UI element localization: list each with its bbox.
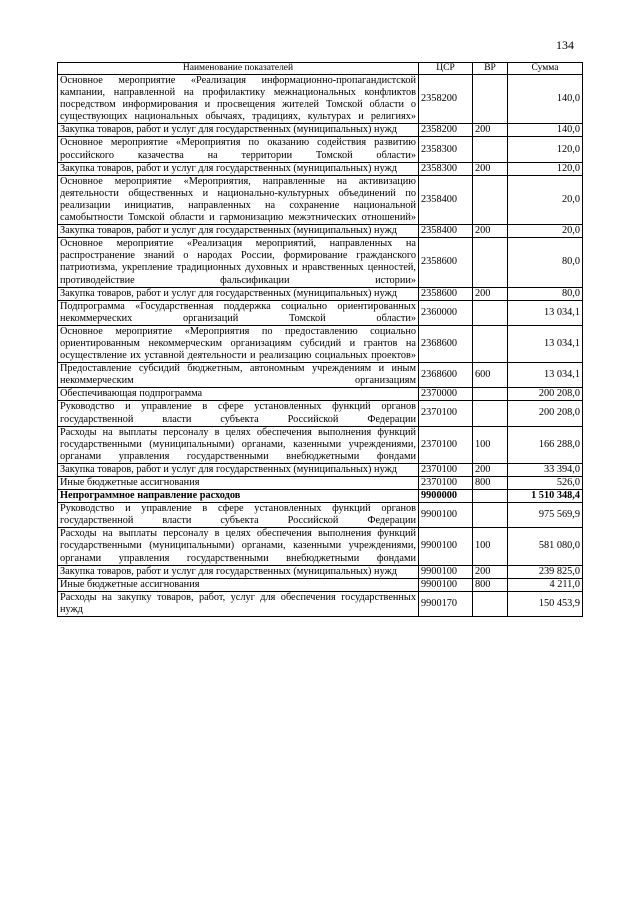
budget-table xyxy=(57,62,583,617)
table-row xyxy=(58,325,583,362)
row-sum-cell: 80,0 xyxy=(508,238,583,287)
row-vr-cell xyxy=(473,137,508,162)
row-csr-cell: 2370100 xyxy=(419,463,473,476)
row-vr-cell: 100 xyxy=(473,426,508,463)
row-csr-cell: 2358400 xyxy=(419,175,473,224)
table-row xyxy=(58,477,583,490)
row-vr-cell: 200 xyxy=(473,124,508,137)
table-header-row xyxy=(58,63,583,75)
row-sum-cell: 200 208,0 xyxy=(508,401,583,426)
table-row xyxy=(58,300,583,325)
table-row xyxy=(58,75,583,124)
table-row xyxy=(58,287,583,300)
table-row xyxy=(58,591,583,616)
column-header-csr: ЦСР xyxy=(419,63,473,75)
table-row xyxy=(58,426,583,463)
row-csr-cell: 9900100 xyxy=(419,528,473,565)
row-vr-cell: 200 xyxy=(473,565,508,578)
row-name-cell: Основное мероприятие «Мероприятия по оказанию содействия развитию российского казачества на территории Томской области» xyxy=(58,137,419,162)
row-vr-cell xyxy=(473,490,508,503)
row-sum-cell: 4 211,0 xyxy=(508,578,583,591)
table-row xyxy=(58,503,583,528)
column-header-name: Наименование показателей xyxy=(58,63,419,75)
table-row xyxy=(58,225,583,238)
table-row xyxy=(58,401,583,426)
row-vr-cell: 800 xyxy=(473,477,508,490)
row-csr-cell: 2358600 xyxy=(419,238,473,287)
row-csr-cell: 2358200 xyxy=(419,75,473,124)
row-csr-cell: 2360000 xyxy=(419,300,473,325)
table-row xyxy=(58,463,583,476)
row-name-cell: Расходы на выплаты персоналу в целях обеспечения выполнения функций государственными (муниципальными) органами, казенными учреждениями, органами управления государственными внебюджетными фондами xyxy=(58,528,419,565)
row-sum-cell: 33 394,0 xyxy=(508,463,583,476)
row-sum-cell: 20,0 xyxy=(508,175,583,224)
row-name-cell: Руководство и управление в сфере установленных функций органов государственной власти субъекта Российской Федерации xyxy=(58,503,419,528)
row-csr-cell: 9900100 xyxy=(419,503,473,528)
row-vr-cell xyxy=(473,388,508,401)
row-name-cell: Предоставление субсидий бюджетным, автономным учреждениям и иным некоммерческим организациям xyxy=(58,363,419,388)
row-vr-cell: 200 xyxy=(473,287,508,300)
row-name-cell: Подпрограмма «Государственная поддержка социально ориентированных некоммерческих организаций Томской области» xyxy=(58,300,419,325)
row-sum-cell: 13 034,1 xyxy=(508,300,583,325)
row-sum-cell: 140,0 xyxy=(508,124,583,137)
row-name-cell: Непрограммное направление расходов xyxy=(58,490,419,503)
row-name-cell: Расходы на закупку товаров, работ, услуг для обеспечения государственных нужд xyxy=(58,591,419,616)
row-sum-cell: 120,0 xyxy=(508,137,583,162)
row-csr-cell: 2358200 xyxy=(419,124,473,137)
row-sum-cell: 1 510 348,4 xyxy=(508,490,583,503)
table-row xyxy=(58,162,583,175)
row-csr-cell: 9900100 xyxy=(419,565,473,578)
row-name-cell: Иные бюджетные ассигнования xyxy=(58,477,419,490)
row-name-cell: Основное мероприятие «Мероприятия по предоставлению социально ориентированным некоммерческим организациям субсидий и грантов на осуществление их уставной деятельности и реализацию социальных проектов» xyxy=(58,325,419,362)
row-csr-cell: 2358300 xyxy=(419,162,473,175)
row-csr-cell: 2368600 xyxy=(419,325,473,362)
row-name-cell: Иные бюджетные ассигнования xyxy=(58,578,419,591)
row-name-cell: Основное мероприятие «Реализация информационно-пропагандистской кампании, направленной на профилактику межнациональных конфликтов посредством информирования и просвещения жителей Томской области о существующих национальных обычаях, традициях, культурах и религиях» xyxy=(58,75,419,124)
row-sum-cell: 239 825,0 xyxy=(508,565,583,578)
row-vr-cell: 200 xyxy=(473,463,508,476)
row-vr-cell: 800 xyxy=(473,578,508,591)
row-sum-cell: 581 080,0 xyxy=(508,528,583,565)
row-name-cell: Основное мероприятие «Мероприятия, направленные на активизацию деятельности общественных и национально-культурных объединений по реализации инициатив, направленных на сохранение национальной самобытности Томской области и гармонизацию межэтнических отношений» xyxy=(58,175,419,224)
row-vr-cell: 600 xyxy=(473,363,508,388)
page-number: 134 xyxy=(556,38,574,52)
row-sum-cell: 150 453,9 xyxy=(508,591,583,616)
row-csr-cell: 2358400 xyxy=(419,225,473,238)
row-csr-cell: 9900100 xyxy=(419,578,473,591)
row-vr-cell xyxy=(473,75,508,124)
row-name-cell: Основное мероприятие «Реализация мероприятий, направленных на распространение знаний о народах России, формирование гражданского патриотизма, укрепление традиционных духовных и нравственных ценностей, противодействие фальсификации истории» xyxy=(58,238,419,287)
column-header-sum: Сумма xyxy=(508,63,583,75)
row-name-cell: Руководство и управление в сфере установленных функций органов государственной власти субъекта Российской Федерации xyxy=(58,401,419,426)
row-csr-cell: 2368600 xyxy=(419,363,473,388)
row-name-cell: Закупка товаров, работ и услуг для государственных (муниципальных) нужд xyxy=(58,565,419,578)
table-row xyxy=(58,238,583,287)
row-sum-cell: 200 208,0 xyxy=(508,388,583,401)
row-name-cell: Закупка товаров, работ и услуг для государственных (муниципальных) нужд xyxy=(58,463,419,476)
row-csr-cell: 2370100 xyxy=(419,426,473,463)
row-csr-cell: 2358300 xyxy=(419,137,473,162)
row-vr-cell xyxy=(473,175,508,224)
row-sum-cell: 13 034,1 xyxy=(508,325,583,362)
table-row xyxy=(58,388,583,401)
table-row xyxy=(58,137,583,162)
row-vr-cell xyxy=(473,591,508,616)
table-row xyxy=(58,565,583,578)
row-name-cell: Обеспечивающая подпрограмма xyxy=(58,388,419,401)
row-vr-cell xyxy=(473,300,508,325)
row-sum-cell: 13 034,1 xyxy=(508,363,583,388)
row-vr-cell xyxy=(473,325,508,362)
row-name-cell: Закупка товаров, работ и услуг для государственных (муниципальных) нужд xyxy=(58,287,419,300)
row-csr-cell: 9900000 xyxy=(419,490,473,503)
row-csr-cell: 2358600 xyxy=(419,287,473,300)
row-sum-cell: 166 288,0 xyxy=(508,426,583,463)
row-csr-cell: 2370100 xyxy=(419,401,473,426)
row-vr-cell: 100 xyxy=(473,528,508,565)
table-row xyxy=(58,175,583,224)
row-vr-cell: 200 xyxy=(473,162,508,175)
row-sum-cell: 526,0 xyxy=(508,477,583,490)
row-name-cell: Расходы на выплаты персоналу в целях обеспечения выполнения функций государственными (муниципальными) органами, казенными учреждениями, органами управления государственными внебюджетными фондами xyxy=(58,426,419,463)
table-row xyxy=(58,124,583,137)
row-csr-cell: 2370100 xyxy=(419,477,473,490)
row-name-cell: Закупка товаров, работ и услуг для государственных (муниципальных) нужд xyxy=(58,162,419,175)
row-vr-cell xyxy=(473,401,508,426)
column-header-vr: ВР xyxy=(473,63,508,75)
row-vr-cell xyxy=(473,503,508,528)
row-vr-cell: 200 xyxy=(473,225,508,238)
table-body xyxy=(58,75,583,617)
row-name-cell: Закупка товаров, работ и услуг для государственных (муниципальных) нужд xyxy=(58,124,419,137)
row-sum-cell: 20,0 xyxy=(508,225,583,238)
row-csr-cell: 9900170 xyxy=(419,591,473,616)
row-sum-cell: 80,0 xyxy=(508,287,583,300)
table-row xyxy=(58,363,583,388)
row-name-cell: Закупка товаров, работ и услуг для государственных (муниципальных) нужд xyxy=(58,225,419,238)
table-row xyxy=(58,528,583,565)
table-row xyxy=(58,490,583,503)
row-vr-cell xyxy=(473,238,508,287)
row-csr-cell: 2370000 xyxy=(419,388,473,401)
row-sum-cell: 975 569,9 xyxy=(508,503,583,528)
row-sum-cell: 140,0 xyxy=(508,75,583,124)
row-sum-cell: 120,0 xyxy=(508,162,583,175)
table-row xyxy=(58,578,583,591)
